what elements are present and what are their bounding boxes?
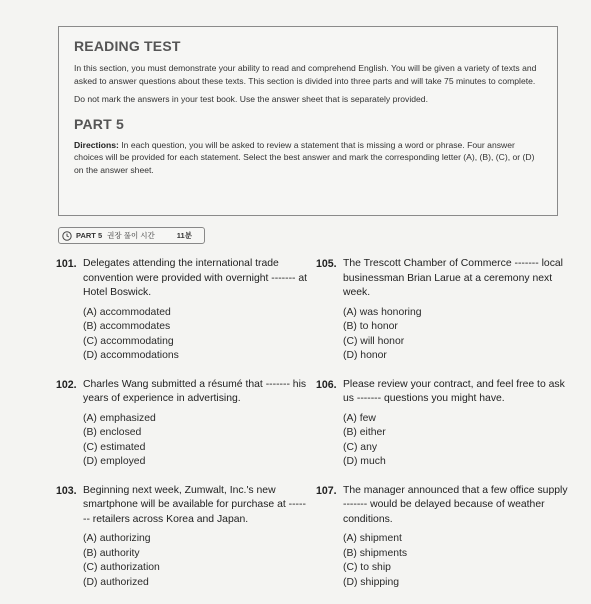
question-stem: Charles Wang submitted a résumé that ------- his years of experience in advertising. bbox=[83, 378, 307, 404]
question-stem: The Trescott Chamber of Commerce ------- local businessman Brian Larue at a ceremony next week. bbox=[343, 258, 563, 298]
questions-left-column bbox=[56, 257, 308, 604]
answer-option: (D) employed bbox=[83, 456, 146, 467]
answer-option: (B) to honor bbox=[343, 321, 398, 332]
directions-body: In each question, you will be asked to review a statement that is missing a word or phrase. Four answer choices will be provided for each statement. Select the best answer and mark the corresponding letter (A), (B), (C), or (D) on the answer sheet. bbox=[74, 139, 535, 175]
answer-option: (D) much bbox=[343, 456, 386, 467]
answer-option: (A) authorizing bbox=[83, 533, 151, 544]
section-title: READING TEST bbox=[74, 38, 181, 54]
answer-option: (D) authorized bbox=[83, 576, 149, 588]
answer-option: (B) either bbox=[343, 427, 386, 438]
answer-option: (B) enclosed bbox=[83, 427, 142, 438]
question-stem: Please review your contract, and feel free to ask us ------- questions you might have. bbox=[343, 378, 565, 404]
question-stem: Beginning next week, Zumwalt, Inc.'s new smartphone will be available for purchase at ------- retailers across Korea and Japan. bbox=[83, 484, 306, 525]
question-item bbox=[56, 257, 308, 364]
answer-option: (C) estimated bbox=[83, 441, 146, 453]
note-text: Do not mark the answers in your test book. Use the answer sheet that is separately provided. bbox=[74, 94, 428, 104]
answer-option: (D) accommodations bbox=[83, 350, 179, 361]
answer-option: (C) to ship bbox=[343, 562, 391, 573]
answer-option: (B) shipments bbox=[343, 547, 408, 559]
answer-options bbox=[83, 532, 308, 590]
answer-option: (A) emphasized bbox=[83, 412, 156, 424]
question-stem: Delegates attending the international trade convention were provided with overnight ------- at Hotel Boswick. bbox=[83, 258, 308, 298]
question-item bbox=[316, 484, 568, 591]
timer-part-label: PART 5 bbox=[76, 231, 103, 240]
answer-option: (A) accommodated bbox=[83, 306, 171, 318]
answer-option: (B) authority bbox=[83, 547, 140, 559]
answer-options bbox=[83, 412, 308, 470]
answer-option: (C) any bbox=[343, 441, 378, 453]
part-title: PART 5 bbox=[74, 115, 124, 132]
answer-options bbox=[343, 412, 568, 470]
clock-icon bbox=[62, 231, 72, 241]
question-number: 105. bbox=[316, 258, 337, 270]
answer-option: (A) shipment bbox=[343, 533, 402, 544]
question-stem: The manager announced that a few office supply ------- would be delayed because of weather conditions. bbox=[343, 484, 568, 525]
question-number: 107. bbox=[316, 484, 337, 497]
timer-text: 권장 풀이 시간 bbox=[107, 231, 155, 240]
answer-options bbox=[343, 532, 568, 590]
answer-option: (A) was honoring bbox=[343, 306, 422, 318]
question-number: 102. bbox=[56, 378, 77, 391]
answer-option: (B) accommodates bbox=[83, 321, 171, 332]
question-number: 106. bbox=[316, 378, 337, 391]
answer-option: (C) will honor bbox=[343, 335, 405, 347]
questions-right-column bbox=[316, 257, 568, 604]
question-item bbox=[316, 257, 568, 364]
intro-text: In this section, you must demonstrate your ability to read and comprehend English. You will be given a variety of texts and asked to answer questions about these texts. This section is divided into three parts and will take 75 minutes to complete. bbox=[74, 63, 537, 86]
answer-option: (D) honor bbox=[343, 350, 387, 361]
answer-option: (D) shipping bbox=[343, 576, 400, 588]
timer-bar bbox=[58, 227, 205, 244]
question-item bbox=[56, 378, 308, 470]
answer-option: (A) few bbox=[343, 412, 376, 424]
instructions-box bbox=[58, 26, 558, 216]
answer-options bbox=[343, 306, 568, 364]
question-item bbox=[56, 484, 308, 591]
question-item bbox=[316, 378, 568, 470]
question-number: 103. bbox=[56, 484, 77, 497]
answer-option: (C) accommodating bbox=[83, 335, 174, 347]
timer-time: 11분 bbox=[176, 231, 192, 240]
directions-text bbox=[74, 139, 543, 177]
question-number: 101. bbox=[56, 258, 77, 270]
directions-label: Directions: bbox=[74, 139, 119, 150]
answer-option: (C) authorization bbox=[83, 562, 160, 573]
answer-options bbox=[83, 306, 308, 364]
